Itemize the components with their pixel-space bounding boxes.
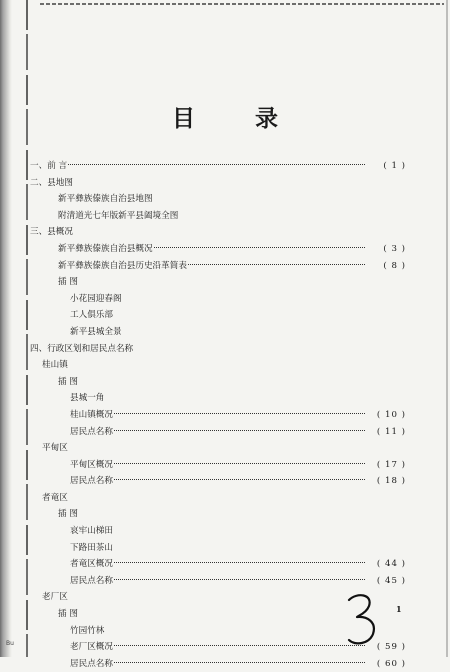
toc-page-ref: ( 8 ) (383, 260, 406, 271)
toc-entry (30, 307, 406, 324)
toc-page-ref: ( 1 ) (383, 161, 406, 171)
toc-entry (30, 573, 406, 590)
toc-entry (30, 407, 406, 424)
right-edge-rule (446, 0, 448, 657)
toc-entry-title: 小花园迎春阁 (70, 293, 122, 304)
toc-entry-title: 老厂区概况 (70, 642, 113, 653)
top-edge-rule (40, 3, 444, 5)
toc-entry-title: 者竜区概况 (70, 559, 113, 570)
toc-dot-leader (114, 479, 365, 480)
toc-district-heading (30, 357, 406, 374)
toc-entry-title: 居民点名称 (70, 658, 113, 669)
toc-entry (30, 191, 406, 208)
toc-dot-leader (114, 662, 365, 663)
toc-dot-leader (114, 463, 365, 464)
toc-dot-leader (114, 562, 365, 563)
toc-dot-leader (114, 645, 365, 646)
toc-entry-title: 新平彝族傣族自治县地图 (58, 194, 153, 205)
toc-entry-title: 插 图 (58, 376, 78, 387)
toc-entry (30, 241, 406, 258)
binding-line (26, 0, 28, 657)
toc-entry-title: 新平彝族傣族自治县概况 (58, 243, 153, 254)
toc-entry-title: 者竜区 (42, 492, 68, 503)
toc-entry (30, 506, 406, 523)
toc-dot-leader (114, 430, 365, 431)
toc-entry-title: 插 图 (58, 509, 78, 520)
toc-dot-leader (154, 247, 365, 248)
toc-entry (30, 374, 406, 391)
toc-entry-title: 县城一角 (70, 393, 105, 404)
toc-entry-title: 桂山镇概况 (70, 409, 113, 420)
toc-entry (30, 258, 406, 275)
toc-page-ref: ( 11 ) (376, 426, 406, 437)
toc-page-ref: ( 45 ) (376, 575, 406, 586)
toc-entry-title: 居民点名称 (70, 476, 113, 487)
toc-entry (30, 424, 406, 441)
scan-edge-shadow (0, 0, 12, 657)
toc-dot-leader (68, 164, 365, 165)
toc-entry-title: 老厂区 (42, 592, 68, 603)
toc-entry (30, 656, 406, 672)
toc-entry-title: 插 图 (58, 609, 78, 620)
toc-page-ref: ( 60 ) (376, 658, 406, 669)
toc-page-ref: ( 44 ) (376, 559, 406, 570)
toc-entry-title: 附清道光七年版新平县阖境全图 (58, 210, 179, 221)
toc-page-ref: ( 3 ) (383, 243, 406, 254)
page-number: 1 (396, 604, 402, 614)
toc-entry-title: 三、县概况 (30, 227, 73, 238)
toc-dot-leader (114, 579, 365, 580)
toc-section-heading (30, 158, 406, 175)
toc-section-heading (30, 224, 406, 241)
toc-entry-title: 二、县地图 (30, 177, 73, 188)
toc-entry-title: 下路田茶山 (70, 542, 113, 553)
toc-entry (30, 540, 406, 557)
toc-entry (30, 208, 406, 225)
toc-entry-title: 居民点名称 (70, 426, 113, 437)
toc-entry (30, 457, 406, 474)
toc-entry-title: 平甸区 (42, 443, 68, 454)
toc-entry-title: 插 图 (58, 277, 78, 288)
toc-page-ref: ( 59 ) (376, 642, 406, 653)
toc-entry-title: 桂山镇 (42, 360, 68, 371)
toc-section-heading (30, 341, 406, 358)
toc-entry-title: 哀牢山梯田 (70, 526, 113, 537)
toc-page-ref: ( 18 ) (376, 476, 406, 487)
toc-dot-leader (188, 264, 365, 265)
toc-entry (30, 390, 406, 407)
toc-entry (30, 291, 406, 308)
toc-entry-title: 竹园竹林 (70, 625, 105, 636)
toc-district-heading (30, 490, 406, 507)
handwritten-number-mark (343, 590, 383, 650)
toc-entry (30, 473, 406, 490)
toc-page-ref: ( 10 ) (376, 409, 406, 420)
toc-entry-title: 平甸区概况 (70, 459, 113, 470)
toc-entry-title: 四、行政区划和居民点名称 (30, 343, 134, 354)
corner-scan-mark: Bu (6, 640, 14, 647)
toc-entry (30, 324, 406, 341)
toc-entry (30, 523, 406, 540)
page-title: 目 录 (171, 105, 304, 132)
toc-section-heading (30, 175, 406, 192)
toc-dot-leader (114, 413, 365, 414)
toc-entry (30, 274, 406, 291)
toc-entry-title: 工人俱乐部 (70, 310, 113, 321)
toc-entry-title: 新平县城全景 (70, 326, 122, 337)
toc-entry (30, 556, 406, 573)
toc-entry-title: 新平彝族傣族自治县历史沿革简表 (58, 260, 187, 271)
toc-page-ref: ( 17 ) (376, 459, 406, 470)
toc-entry-title: 居民点名称 (70, 575, 113, 586)
toc-entry-title: 一、前 言 (30, 161, 68, 171)
toc-district-heading (30, 440, 406, 457)
